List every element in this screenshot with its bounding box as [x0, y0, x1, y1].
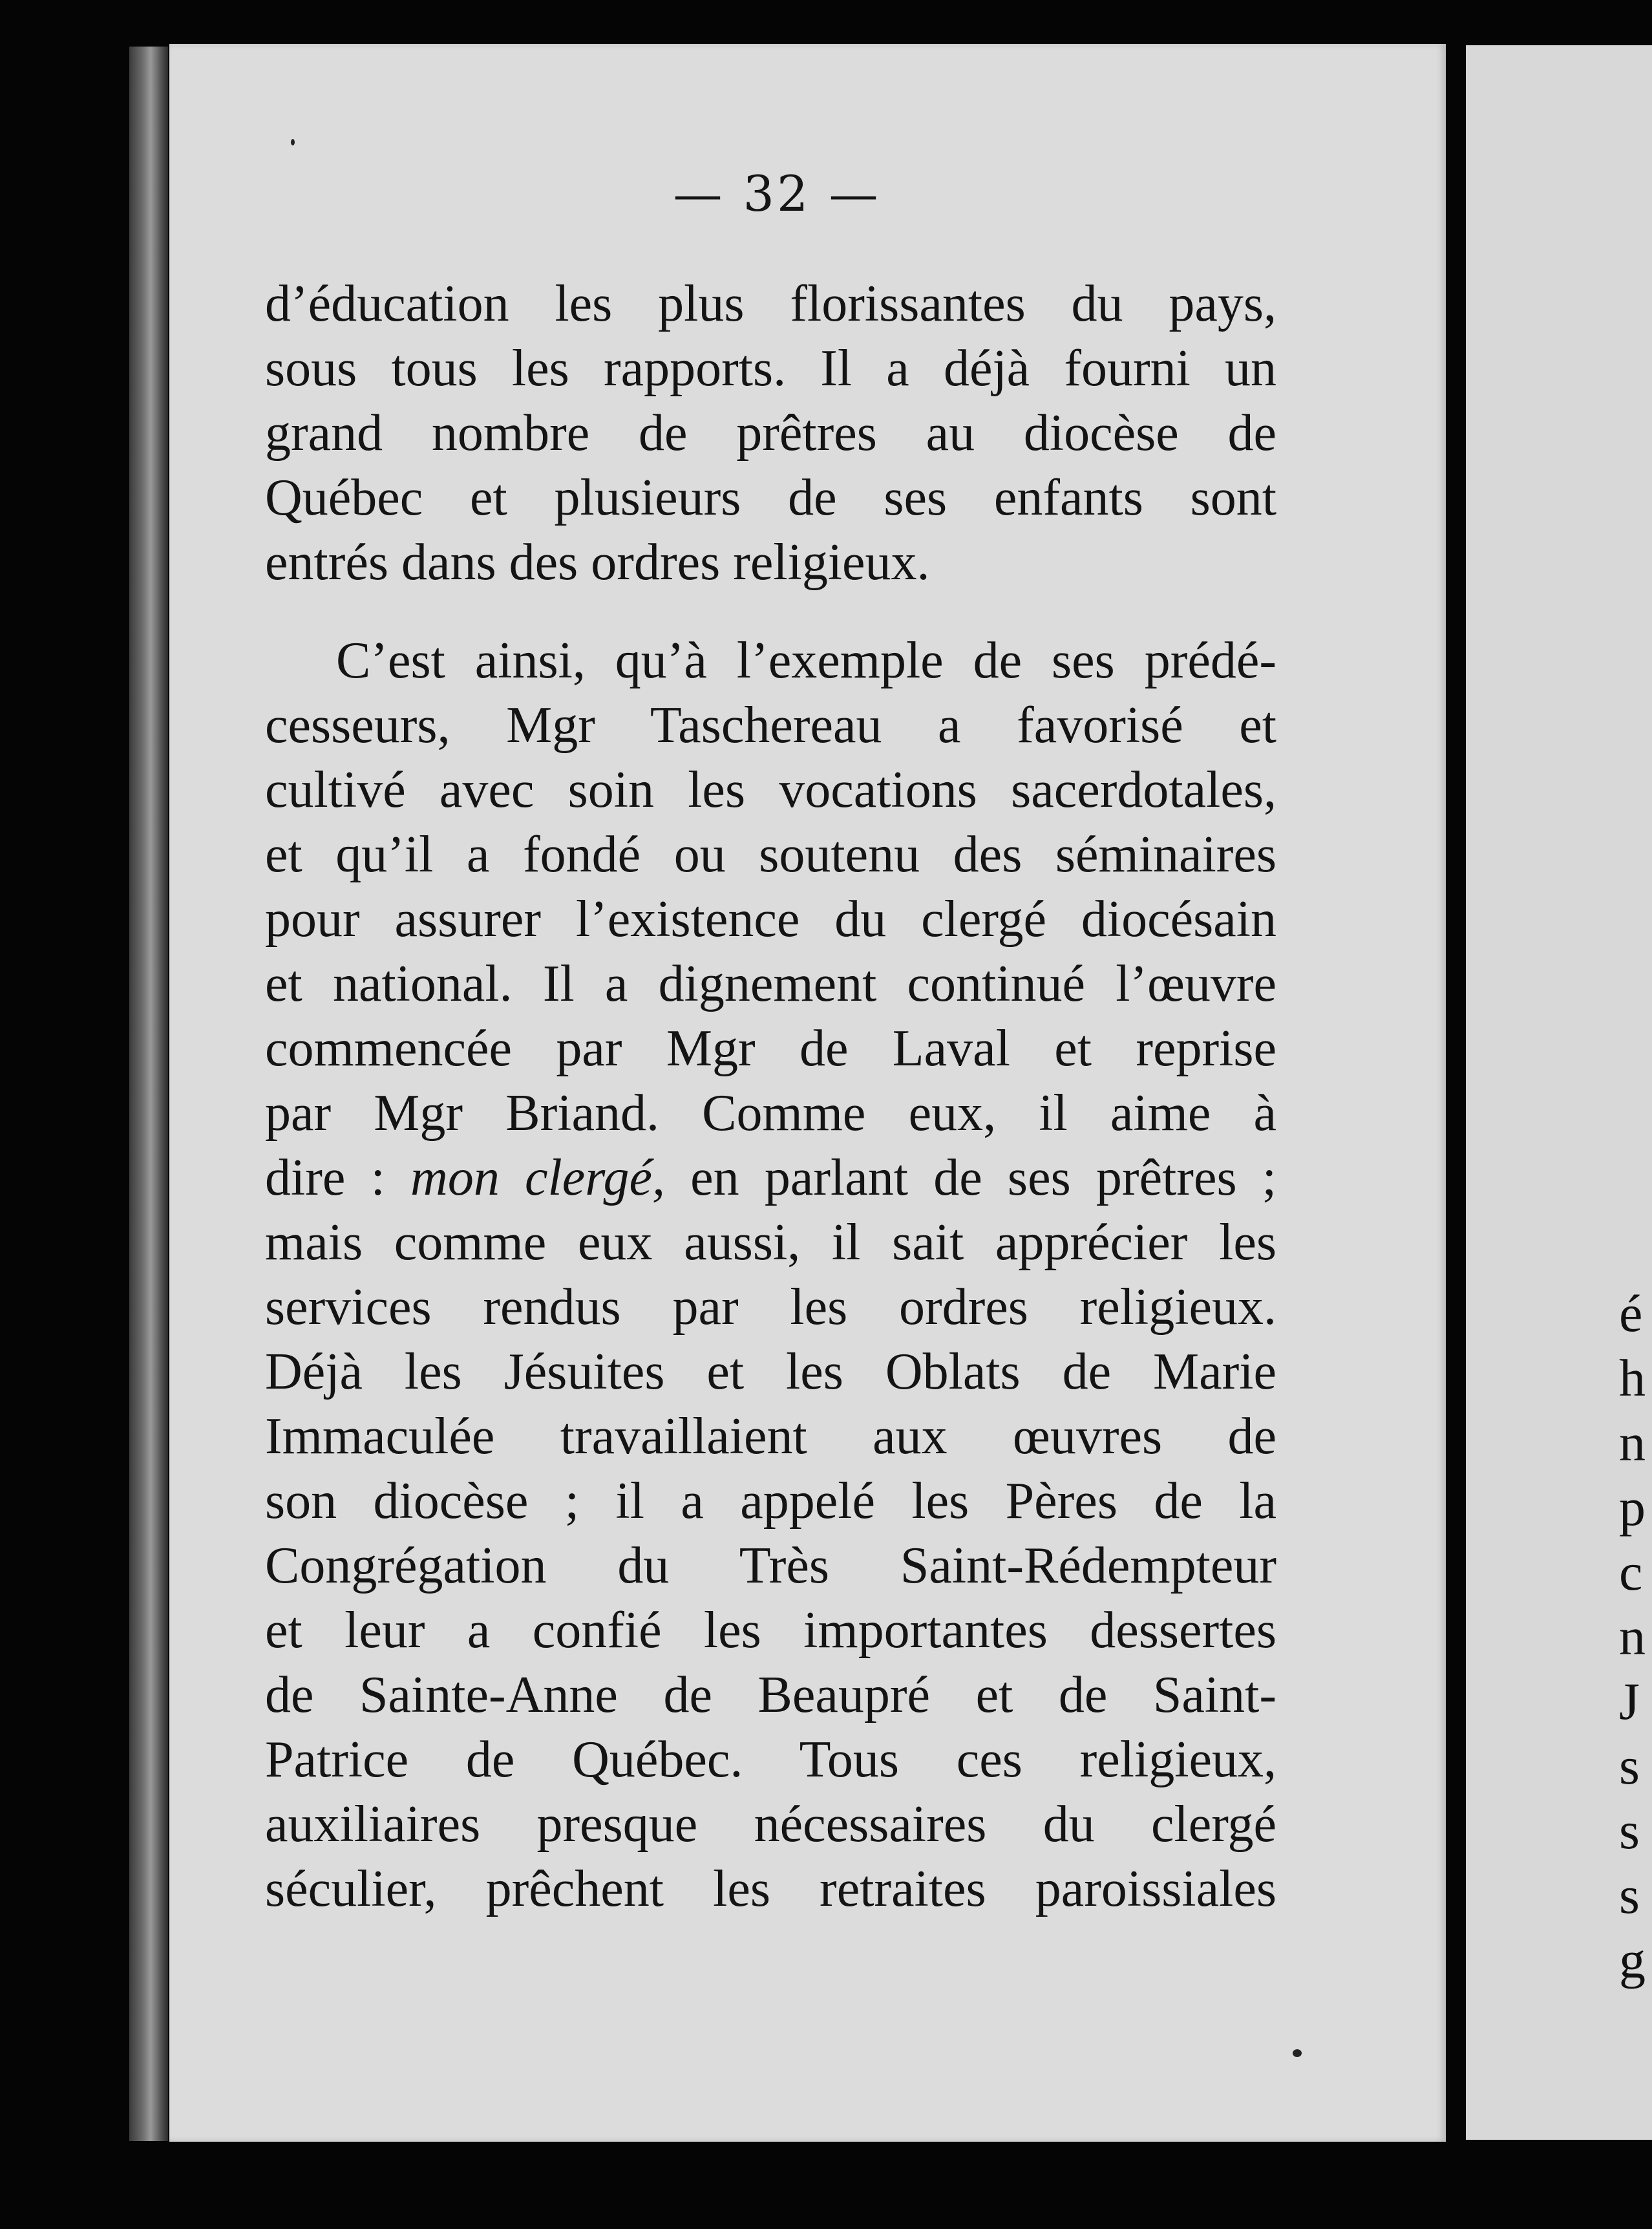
text-line: et qu’il a fondé ou soutenu des séminaires: [265, 826, 1276, 883]
text-line: Congrégation du Très Saint-Rédempteur: [265, 1537, 1276, 1594]
text-line: commencée par Mgr de Laval et reprise: [265, 1020, 1276, 1077]
facing-page-letter: J: [1619, 1672, 1640, 1731]
italic-phrase: mon clergé,: [410, 1149, 665, 1206]
text-line: cultivé avec soin les vocations sacerdotales,: [265, 762, 1276, 818]
text-line: entrés dans des ordres religieux.: [265, 534, 930, 591]
text-line: services rendus par les ordres religieux.: [265, 1279, 1276, 1336]
text-segment: en parlant de ses prêtres ;: [690, 1149, 1277, 1206]
text-line: et leur a confié les importantes dessertes: [265, 1602, 1276, 1659]
facing-page-letter: p: [1619, 1478, 1646, 1537]
facing-page-letter: é: [1619, 1284, 1643, 1343]
text-line: cesseurs, Mgr Taschereau a favorisé et: [265, 697, 1276, 754]
text-line: sous tous les rapports. Il a déjà fourni un: [265, 340, 1276, 397]
text-segment: dire :: [265, 1149, 385, 1206]
facing-page-letter: s: [1619, 1736, 1640, 1795]
text-line-mixed: [265, 1146, 1276, 1210]
text-line: C’est ainsi, qu’à l’exemple de ses prédé-: [336, 632, 1276, 689]
text-line: pour assurer l’existence du clergé diocésain: [265, 891, 1276, 948]
paragraph-gap: [265, 595, 1276, 628]
facing-page-letter: h: [1619, 1349, 1646, 1407]
page-number: — 32 —: [673, 165, 881, 222]
facing-page-letter: c: [1619, 1542, 1643, 1601]
book-spine-edge: [129, 47, 168, 2141]
ink-speck: [1293, 2049, 1302, 2057]
text-line: son diocèse ; il a appelé les Pères de la: [265, 1473, 1276, 1530]
facing-page-letter: n: [1619, 1413, 1646, 1472]
text-line: par Mgr Briand. Comme eux, il aime à: [265, 1085, 1276, 1142]
text-line: auxiliaires presque nécessaires du clergé: [265, 1796, 1276, 1853]
text-line: séculier, prêchent les retraites paroissiales: [265, 1861, 1276, 1917]
text-line: Immaculée travaillaient aux œuvres de: [265, 1408, 1276, 1465]
facing-page-letter: s: [1619, 1801, 1640, 1860]
text-line: et national. Il a dignement continué l’œuvre: [265, 955, 1276, 1012]
text-line: grand nombre de prêtres au diocèse de: [265, 405, 1276, 462]
facing-page-letter: n: [1619, 1607, 1646, 1666]
text-line: d’éducation les plus florissantes du pays,: [265, 275, 1276, 332]
facing-page-letter: g: [1619, 1930, 1646, 1989]
text-line: Patrice de Québec. Tous ces religieux,: [265, 1731, 1276, 1788]
text-line: Québec et plusieurs de ses enfants sont: [265, 469, 1276, 526]
ink-speck: [291, 139, 295, 145]
page-body-text: [265, 272, 1276, 1921]
text-line: Déjà les Jésuites et les Oblats de Marie: [265, 1343, 1276, 1400]
text-line: mais comme eux aussi, il sait apprécier les: [265, 1214, 1276, 1271]
facing-page-letter: s: [1619, 1866, 1640, 1925]
text-line: de Sainte-Anne de Beaupré et de Saint-: [265, 1667, 1276, 1723]
